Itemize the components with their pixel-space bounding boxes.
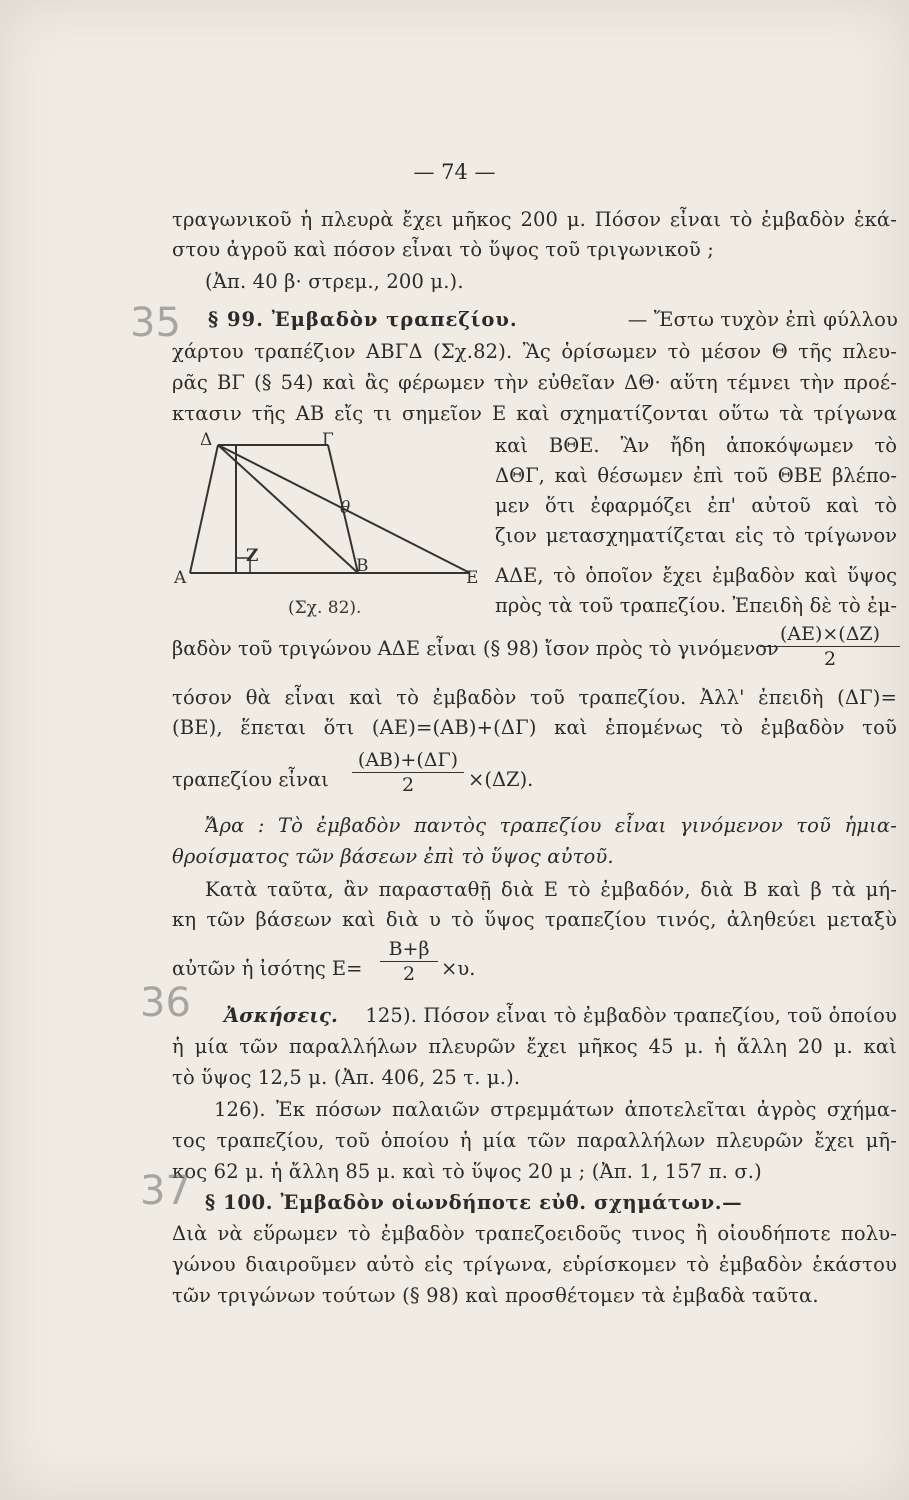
- text-line: ἡ μία τῶν παραλλήλων πλευρῶν ἔχει μῆκος 45 μ. ἡ ἄλλη 20 μ. καὶ: [172, 1035, 897, 1058]
- text-line: Διὰ νὰ εὕρωμεν τὸ ἐμβαδὸν τραπεζοειδοῦς τινος ἢ οἱουδήποτε πολυ-: [172, 1222, 897, 1245]
- fraction-numerator: (ΑΕ)×(ΔΖ): [760, 622, 900, 647]
- fraction-numerator: (ΑΒ)+(ΔΓ): [352, 748, 464, 773]
- text-line: στου ἀγροῦ καὶ πόσον εἶναι τὸ ὕψος τοῦ τριγωνικοῦ ;: [172, 238, 714, 261]
- heading-continuation: — Ἔστω τυχὸν ἐπὶ φύλλου: [627, 308, 898, 331]
- text-line: τος τραπεζίου, τοῦ ὁποίου ἡ μία τῶν παραλλήλων πλευρῶν ἔχει μῆ-: [172, 1129, 897, 1152]
- text-line: κτασιν τῆς ΑΒ εἴς τι σημεῖον Ε καὶ σχηματίζονται οὕτω τὰ τρίγωνα: [172, 402, 897, 425]
- handwritten-margin-note: 35: [130, 300, 181, 346]
- fraction-denominator: 2: [823, 648, 837, 670]
- figure-line-ad: [190, 445, 218, 573]
- text-line: ρᾶς ΒΓ (§ 54) καὶ ἂς φέρωμεν τὴν εὐθεῖαν ΔΘ· αὕτη τέμνει τὴν προέ-: [172, 371, 897, 394]
- text-line: αὐτῶν ἡ ἰσότης Ε=: [172, 957, 363, 980]
- text-line: μεν ὅτι ἐφαρμόζει ἐπ' αὐτοῦ καὶ τὸ: [495, 494, 897, 517]
- text-line: τόσον θὰ εἶναι καὶ τὸ ἐμβαδὸν τοῦ τραπεζίου. Ἀλλ' ἐπειδὴ (ΔΓ)=: [172, 686, 897, 709]
- fraction-denominator: 2: [402, 963, 416, 985]
- fraction-suffix: ×(ΔΖ).: [468, 768, 534, 791]
- label-beta: Β: [356, 556, 369, 576]
- rule-statement: θροίσματος τῶν βάσεων ἐπὶ τὸ ὕψος αὐτοῦ.: [172, 845, 614, 868]
- text-line: πρὸς τὰ τοῦ τραπεζίου. Ἐπειδὴ δὲ τὸ ἐμ-: [495, 594, 897, 617]
- label-delta: Δ: [200, 430, 213, 450]
- fraction-b-beta: [380, 937, 438, 986]
- text-line: γώνου διαιροῦμεν αὐτὸ εἰς τρίγωνα, εὑρίσκομεν τὸ ἐμβαδὸν ἑκάστου: [172, 1253, 897, 1276]
- text-line: χάρτου τραπέζιον ΑΒΓΔ (Σχ.82). Ἂς ὁρίσωμεν τὸ μέσον Θ τῆς πλευ-: [172, 340, 897, 363]
- label-theta: θ: [340, 498, 351, 518]
- label-gamma: Γ: [322, 430, 334, 450]
- text-line: βαδὸν τοῦ τριγώνου ΑΔΕ εἶναι (§ 98) ἴσον πρὸς τὸ γινόμενον: [172, 637, 779, 660]
- fraction-numerator: Β+β: [380, 937, 438, 962]
- figure-line-db: [218, 445, 358, 573]
- handwritten-margin-note: 37: [140, 1168, 191, 1214]
- label-epsilon: Ε: [466, 568, 479, 588]
- exercise-126: 126). Ἐκ πόσων παλαιῶν στρεμμάτων ἀποτελεῖται ἀγρὸς σχήμα-: [214, 1098, 897, 1121]
- text-line: καὶ ΒΘΕ. Ἂν ἤδη ἀποκόψωμεν τὸ: [495, 434, 897, 457]
- page-number: — 74 —: [413, 160, 496, 184]
- text-line: τραπεζίου εἶναι: [172, 768, 329, 791]
- label-zeta: Z: [246, 546, 259, 566]
- exercise-125: [224, 1002, 897, 1030]
- handwritten-margin-note: 36: [140, 980, 191, 1026]
- fraction-ab-dg: [352, 748, 464, 797]
- answer-line: (Ἀπ. 40 β· στρεμ., 200 μ.).: [205, 270, 464, 293]
- exercise-text: 125). Πόσον εἶναι τὸ ἐμβαδὸν τραπεζίου, τοῦ ὁποίου: [365, 1004, 897, 1027]
- text-line: (ΒΕ), ἕπεται ὅτι (ΑΕ)=(ΑΒ)+(ΔΓ) καὶ ἑπομένως τὸ ἐμβαδὸν τοῦ: [172, 716, 897, 739]
- figure-caption: (Σχ. 82).: [288, 598, 362, 618]
- trapezoid-figure: [170, 438, 490, 618]
- section-100-heading: § 100. Ἐμβαδὸν οἱωνδήποτε εὐθ. σχημάτων.—: [205, 1191, 743, 1214]
- text-line: ΔΘΓ, καὶ θέσωμεν ἐπὶ τοῦ ΘΒΕ βλέπο-: [495, 464, 897, 487]
- section-99-heading: [208, 306, 898, 334]
- text-line: τῶν τριγώνων τούτων (§ 98) καὶ προσθέτομεν τὰ ἐμβαδὰ ταῦτα.: [172, 1284, 819, 1307]
- text-line: τραγωνικοῦ ἡ πλευρὰ ἔχει μῆκος 200 μ. Πόσον εἶναι τὸ ἐμβαδὸν ἑκά-: [172, 208, 897, 231]
- text-line: κος 62 μ. ἡ ἄλλη 85 μ. καὶ τὸ ὕψος 20 μ ; (Ἀπ. 1, 157 π. σ.): [172, 1160, 762, 1183]
- fraction-suffix: ×υ.: [441, 957, 476, 980]
- fraction-denominator: 2: [401, 774, 415, 796]
- rule-statement: Ἄρα : Τὸ ἐμβαδὸν παντὸς τραπεζίου εἶναι γινόμενον τοῦ ἡμια-: [205, 814, 897, 837]
- exercises-label: Ἀσκήσεις.: [224, 1004, 338, 1027]
- text-line: κη τῶν βάσεων καὶ διὰ υ τὸ ὕψος τραπεζίου τινός, ἀληθεύει μεταξὺ: [172, 908, 897, 931]
- text-line: Κατὰ ταῦτα, ἂν παρασταθῇ διὰ Ε τὸ ἐμβαδόν, διὰ Β καὶ β τὰ μή-: [205, 878, 897, 901]
- fraction-ae-dz: [760, 622, 900, 671]
- text-line: τὸ ὕψος 12,5 μ. (Ἀπ. 406, 25 τ. μ.).: [172, 1066, 521, 1089]
- label-alpha: Α: [174, 568, 187, 588]
- text-line: ζιον μετασχηματίζεται εἰς τὸ τρίγωνον: [495, 524, 897, 547]
- section-title: § 99. Ἐμβαδὸν τραπεζίου.: [208, 308, 518, 331]
- text-line: ΑΔΕ, τὸ ὁποῖον ἔχει ἐμβαδὸν καὶ ὕψος: [495, 564, 897, 587]
